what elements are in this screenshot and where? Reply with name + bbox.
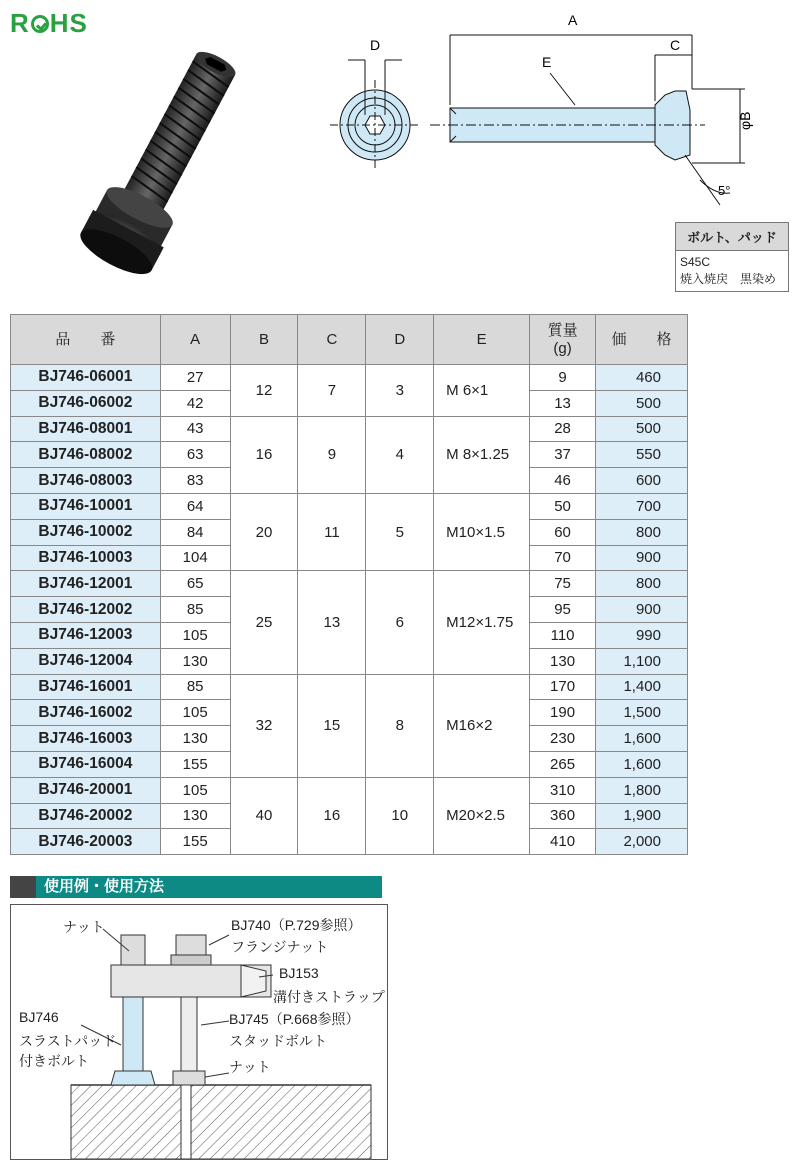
part-number-cell: BJ746-20001 xyxy=(11,777,161,803)
dim-c-cell: 16 xyxy=(298,777,366,854)
part-number-cell: BJ746-10003 xyxy=(11,545,161,571)
price-cell: 600 xyxy=(596,468,688,494)
dim-d-cell: 5 xyxy=(366,493,434,570)
dim-a-cell: 84 xyxy=(160,519,230,545)
label-bj746: BJ746 xyxy=(19,1009,59,1025)
price-cell: 1,400 xyxy=(596,674,688,700)
dim-b-cell: 25 xyxy=(230,571,298,674)
part-number-cell: BJ746-12002 xyxy=(11,597,161,623)
price-cell: 550 xyxy=(596,442,688,468)
technical-drawing xyxy=(320,5,800,215)
label-bj153: BJ153 xyxy=(279,965,319,981)
dim-a-cell: 85 xyxy=(160,597,230,623)
part-number-cell: BJ746-10001 xyxy=(11,493,161,519)
dim-c-cell: 7 xyxy=(298,365,366,417)
dim-b-cell: 40 xyxy=(230,777,298,854)
thread-cell: M 8×1.25 xyxy=(434,416,530,493)
part-number-cell: BJ746-16002 xyxy=(11,700,161,726)
thread-cell: M10×1.5 xyxy=(434,493,530,570)
part-number-cell: BJ746-12004 xyxy=(11,648,161,674)
mass-cell: 46 xyxy=(530,468,596,494)
price-cell: 1,600 xyxy=(596,726,688,752)
dim-a-cell: 42 xyxy=(160,390,230,416)
mass-cell: 37 xyxy=(530,442,596,468)
price-cell: 2,000 xyxy=(596,829,688,855)
part-number-cell: BJ746-06002 xyxy=(11,390,161,416)
price-cell: 1,500 xyxy=(596,700,688,726)
part-number-cell: BJ746-08002 xyxy=(11,442,161,468)
col-header: C xyxy=(298,315,366,365)
mass-cell: 265 xyxy=(530,751,596,777)
dim-a-cell: 130 xyxy=(160,648,230,674)
price-cell: 500 xyxy=(596,390,688,416)
label-thrust-1: スラストパッド xyxy=(19,1033,117,1049)
dim-C-label: C xyxy=(670,37,681,53)
price-cell: 800 xyxy=(596,571,688,597)
col-header: D xyxy=(366,315,434,365)
mass-cell: 190 xyxy=(530,700,596,726)
table-row xyxy=(11,365,688,391)
mass-cell: 310 xyxy=(530,777,596,803)
table-row xyxy=(11,777,688,803)
dim-D-label: D xyxy=(370,37,381,53)
col-header: 質量 (g) xyxy=(530,315,596,365)
mass-cell: 9 xyxy=(530,365,596,391)
material-line1: S45C xyxy=(680,255,711,269)
price-cell: 800 xyxy=(596,519,688,545)
dim-c-cell: 13 xyxy=(298,571,366,674)
dim-b-cell: 20 xyxy=(230,493,298,570)
dim-b-cell: 32 xyxy=(230,674,298,777)
dim-c-cell: 9 xyxy=(298,416,366,493)
dim-a-cell: 85 xyxy=(160,674,230,700)
label-bj745: BJ745（P.668参照） xyxy=(229,1011,360,1027)
mass-cell: 170 xyxy=(530,674,596,700)
dim-angle-label: 5° xyxy=(718,183,731,198)
label-flange-nut: フランジナット xyxy=(231,939,329,955)
thread-cell: M 6×1 xyxy=(434,365,530,417)
usage-diagram xyxy=(10,904,388,1160)
part-number-cell: BJ746-06001 xyxy=(11,365,161,391)
price-cell: 1,900 xyxy=(596,803,688,829)
product-photo xyxy=(30,40,290,290)
part-number-cell: BJ746-16003 xyxy=(11,726,161,752)
table-row xyxy=(11,674,688,700)
part-number-cell: BJ746-10002 xyxy=(11,519,161,545)
price-cell: 990 xyxy=(596,622,688,648)
part-number-cell: BJ746-16004 xyxy=(11,751,161,777)
dim-b-cell: 16 xyxy=(230,416,298,493)
mass-cell: 50 xyxy=(530,493,596,519)
table-row xyxy=(11,571,688,597)
mass-cell: 60 xyxy=(530,519,596,545)
dim-a-cell: 64 xyxy=(160,493,230,519)
dim-a-cell: 155 xyxy=(160,751,230,777)
material-box xyxy=(675,222,789,292)
label-bj740: BJ740（P.729参照） xyxy=(231,917,362,933)
dim-d-cell: 8 xyxy=(366,674,434,777)
part-number-cell: BJ746-20002 xyxy=(11,803,161,829)
price-cell: 460 xyxy=(596,365,688,391)
dim-b-cell: 12 xyxy=(230,365,298,417)
dim-a-cell: 63 xyxy=(160,442,230,468)
dim-a-cell: 65 xyxy=(160,571,230,597)
price-cell: 1,800 xyxy=(596,777,688,803)
dim-B-label: φB xyxy=(737,111,753,130)
dim-a-cell: 105 xyxy=(160,622,230,648)
dim-c-cell: 15 xyxy=(298,674,366,777)
dim-d-cell: 10 xyxy=(366,777,434,854)
table-row xyxy=(11,493,688,519)
rohs-logo: R HS xyxy=(10,8,88,38)
material-line2: 焼入焼戻 黒染め xyxy=(680,272,777,286)
label-strap: 溝付きストラップ xyxy=(273,989,385,1005)
part-number-cell: BJ746-16001 xyxy=(11,674,161,700)
dim-E-label: E xyxy=(542,54,552,70)
label-stud-bolt: スタッドボルト xyxy=(229,1033,327,1049)
price-cell: 1,600 xyxy=(596,751,688,777)
mass-cell: 410 xyxy=(530,829,596,855)
mass-cell: 95 xyxy=(530,597,596,623)
dim-d-cell: 3 xyxy=(366,365,434,417)
col-header: E xyxy=(434,315,530,365)
dim-a-cell: 130 xyxy=(160,726,230,752)
dim-a-cell: 104 xyxy=(160,545,230,571)
col-header: 品 番 xyxy=(11,315,161,365)
label-thrust-2: 付きボルト xyxy=(19,1053,89,1069)
dim-d-cell: 4 xyxy=(366,416,434,493)
dim-a-cell: 105 xyxy=(160,700,230,726)
dim-a-cell: 27 xyxy=(160,365,230,391)
dim-a-cell: 105 xyxy=(160,777,230,803)
part-number-cell: BJ746-12003 xyxy=(11,622,161,648)
mass-cell: 130 xyxy=(530,648,596,674)
material-header: ボルト、パッド xyxy=(676,223,788,251)
dim-a-cell: 155 xyxy=(160,829,230,855)
label-nut-bottom: ナット xyxy=(229,1059,271,1075)
thread-cell: M12×1.75 xyxy=(434,571,530,674)
thread-cell: M16×2 xyxy=(434,674,530,777)
dim-a-cell: 43 xyxy=(160,416,230,442)
mass-cell: 13 xyxy=(530,390,596,416)
price-cell: 900 xyxy=(596,597,688,623)
dim-A-label: A xyxy=(568,12,578,28)
price-cell: 900 xyxy=(596,545,688,571)
thread-cell: M20×2.5 xyxy=(434,777,530,854)
part-number-cell: BJ746-08001 xyxy=(11,416,161,442)
spec-table xyxy=(10,314,688,855)
dim-c-cell: 11 xyxy=(298,493,366,570)
table-row xyxy=(11,416,688,442)
mass-cell: 230 xyxy=(530,726,596,752)
dim-a-cell: 83 xyxy=(160,468,230,494)
mass-cell: 75 xyxy=(530,571,596,597)
dim-d-cell: 6 xyxy=(366,571,434,674)
part-number-cell: BJ746-08003 xyxy=(11,468,161,494)
col-header: B xyxy=(230,315,298,365)
mass-cell: 360 xyxy=(530,803,596,829)
price-cell: 700 xyxy=(596,493,688,519)
mass-cell: 28 xyxy=(530,416,596,442)
dim-a-cell: 130 xyxy=(160,803,230,829)
mass-cell: 110 xyxy=(530,622,596,648)
label-nut-top: ナット xyxy=(63,919,105,935)
price-cell: 1,100 xyxy=(596,648,688,674)
price-cell: 500 xyxy=(596,416,688,442)
mass-cell: 70 xyxy=(530,545,596,571)
col-header: A xyxy=(160,315,230,365)
usage-title: 使用例・使用方法 xyxy=(10,876,382,898)
col-header: 価 格 xyxy=(596,315,688,365)
part-number-cell: BJ746-20003 xyxy=(11,829,161,855)
part-number-cell: BJ746-12001 xyxy=(11,571,161,597)
